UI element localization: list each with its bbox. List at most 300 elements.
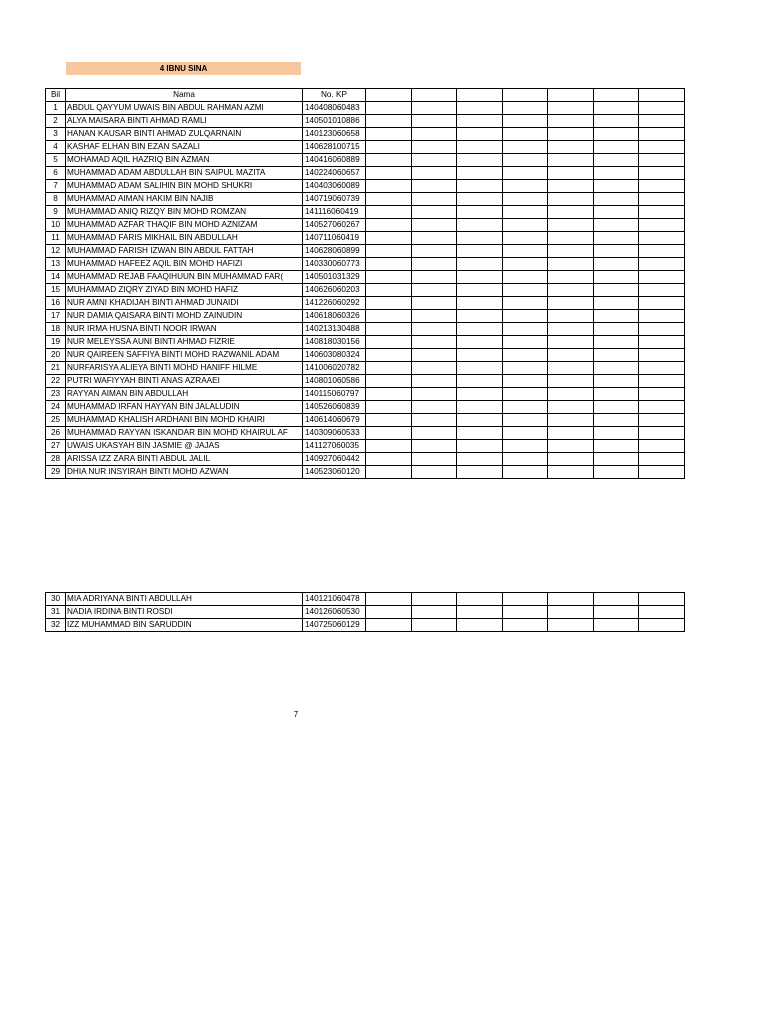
row-blank-cell: [457, 466, 503, 479]
row-blank-cell: [594, 297, 639, 310]
row-blank-cell: [503, 167, 548, 180]
row-blank-cell: [548, 141, 594, 154]
row-blank-cell: [594, 619, 639, 632]
row-nama-cell: NADIA IRDINA BINTI ROSDI: [66, 606, 303, 619]
row-blank-cell: [503, 206, 548, 219]
row-bil-cell: 26: [46, 427, 66, 440]
row-blank-cell: [457, 180, 503, 193]
row-bil-cell: 23: [46, 388, 66, 401]
row-blank-cell: [639, 284, 685, 297]
row-kp-cell: 140330060773: [303, 258, 366, 271]
row-bil-cell: 25: [46, 414, 66, 427]
row-blank-cell: [457, 193, 503, 206]
table-row: [46, 362, 685, 375]
row-blank-cell: [639, 128, 685, 141]
row-blank-cell: [594, 154, 639, 167]
row-blank-cell: [639, 593, 685, 606]
row-blank-cell: [503, 349, 548, 362]
row-nama-cell: UWAIS UKASYAH BIN JASMIE @ JAJAS: [66, 440, 303, 453]
student-table-continued: [45, 592, 685, 632]
row-blank-cell: [503, 232, 548, 245]
row-blank-cell: [594, 180, 639, 193]
row-blank-cell: [412, 440, 457, 453]
row-blank-cell: [503, 180, 548, 193]
row-blank-cell: [639, 219, 685, 232]
row-nama-cell: MUHAMMAD RAYYAN ISKANDAR BIN MOHD KHAIRUL AF: [66, 427, 303, 440]
row-blank-cell: [639, 388, 685, 401]
row-blank-cell: [412, 219, 457, 232]
row-blank-cell: [412, 115, 457, 128]
table-row: [46, 141, 685, 154]
row-blank-cell: [412, 258, 457, 271]
row-nama-cell: MUHAMMAD ANIQ RIZQY BIN MOHD ROMZAN: [66, 206, 303, 219]
row-kp-cell: 140123060658: [303, 128, 366, 141]
header-blank: [503, 89, 548, 102]
row-kp-cell: 140121060478: [303, 593, 366, 606]
row-blank-cell: [548, 401, 594, 414]
row-blank-cell: [503, 466, 548, 479]
row-blank-cell: [457, 128, 503, 141]
table-row: [46, 310, 685, 323]
row-bil-cell: 8: [46, 193, 66, 206]
row-blank-cell: [594, 323, 639, 336]
row-blank-cell: [366, 349, 412, 362]
table-row: [46, 453, 685, 466]
row-blank-cell: [639, 141, 685, 154]
row-nama-cell: MOHAMAD AQIL HAZRIQ BIN AZMAN: [66, 154, 303, 167]
row-bil-cell: 30: [46, 593, 66, 606]
row-blank-cell: [594, 440, 639, 453]
row-blank-cell: [639, 427, 685, 440]
row-blank-cell: [366, 232, 412, 245]
row-blank-cell: [457, 245, 503, 258]
row-kp-cell: 140526060839: [303, 401, 366, 414]
row-bil-cell: 31: [46, 606, 66, 619]
row-blank-cell: [366, 102, 412, 115]
row-nama-cell: ARISSA IZZ ZARA BINTI ABDUL JALIL: [66, 453, 303, 466]
table-row: [46, 115, 685, 128]
header-blank: [639, 89, 685, 102]
row-nama-cell: ABDUL QAYYUM UWAIS BIN ABDUL RAHMAN AZMI: [66, 102, 303, 115]
row-blank-cell: [594, 336, 639, 349]
row-bil-cell: 16: [46, 297, 66, 310]
row-blank-cell: [366, 167, 412, 180]
row-blank-cell: [366, 375, 412, 388]
row-kp-cell: 141127060035: [303, 440, 366, 453]
row-blank-cell: [412, 193, 457, 206]
row-blank-cell: [548, 284, 594, 297]
row-nama-cell: NURFARISYA ALIEYA BINTI MOHD HANIFF HILME: [66, 362, 303, 375]
table-row: [46, 606, 685, 619]
row-blank-cell: [503, 258, 548, 271]
table-row: [46, 102, 685, 115]
header-blank: [457, 89, 503, 102]
table-row: [46, 245, 685, 258]
row-kp-cell: 140408060483: [303, 102, 366, 115]
row-bil-cell: 22: [46, 375, 66, 388]
row-bil-cell: 2: [46, 115, 66, 128]
row-blank-cell: [548, 619, 594, 632]
row-blank-cell: [366, 362, 412, 375]
row-blank-cell: [457, 401, 503, 414]
row-blank-cell: [457, 141, 503, 154]
header-nama: Nama: [66, 89, 303, 102]
row-blank-cell: [548, 323, 594, 336]
row-kp-cell: 140224060657: [303, 167, 366, 180]
row-blank-cell: [366, 466, 412, 479]
row-kp-cell: 141226060292: [303, 297, 366, 310]
row-nama-cell: MUHAMMAD REJAB FAAQIHUUN BIN MUHAMMAD FAR(: [66, 271, 303, 284]
row-kp-cell: 140309060533: [303, 427, 366, 440]
row-blank-cell: [594, 271, 639, 284]
row-blank-cell: [594, 258, 639, 271]
row-blank-cell: [412, 593, 457, 606]
table-row: [46, 258, 685, 271]
row-kp-cell: 140711060419: [303, 232, 366, 245]
row-blank-cell: [594, 453, 639, 466]
row-nama-cell: MUHAMMAD ADAM ABDULLAH BIN SAIPUL MAZITA: [66, 167, 303, 180]
row-blank-cell: [412, 323, 457, 336]
row-blank-cell: [548, 593, 594, 606]
row-blank-cell: [548, 606, 594, 619]
row-blank-cell: [457, 375, 503, 388]
header-blank: [548, 89, 594, 102]
row-blank-cell: [594, 193, 639, 206]
row-blank-cell: [503, 401, 548, 414]
row-kp-cell: 140927060442: [303, 453, 366, 466]
row-blank-cell: [503, 115, 548, 128]
row-blank-cell: [503, 388, 548, 401]
row-blank-cell: [594, 284, 639, 297]
table-row: [46, 440, 685, 453]
row-blank-cell: [412, 102, 457, 115]
row-blank-cell: [594, 310, 639, 323]
row-blank-cell: [503, 297, 548, 310]
row-nama-cell: DHIA NUR INSYIRAH BINTI MOHD AZWAN: [66, 466, 303, 479]
row-blank-cell: [457, 427, 503, 440]
row-blank-cell: [457, 606, 503, 619]
row-bil-cell: 14: [46, 271, 66, 284]
table-row: [46, 466, 685, 479]
header-blank: [412, 89, 457, 102]
row-kp-cell: 140603080324: [303, 349, 366, 362]
row-blank-cell: [366, 297, 412, 310]
row-blank-cell: [639, 310, 685, 323]
row-blank-cell: [366, 219, 412, 232]
row-blank-cell: [412, 606, 457, 619]
row-blank-cell: [366, 606, 412, 619]
row-blank-cell: [457, 453, 503, 466]
row-blank-cell: [412, 271, 457, 284]
row-blank-cell: [548, 349, 594, 362]
row-bil-cell: 4: [46, 141, 66, 154]
row-nama-cell: MUHAMMAD AIMAN HAKIM BIN NAJIB: [66, 193, 303, 206]
row-blank-cell: [457, 206, 503, 219]
row-blank-cell: [457, 271, 503, 284]
row-blank-cell: [594, 102, 639, 115]
row-blank-cell: [366, 206, 412, 219]
row-blank-cell: [594, 362, 639, 375]
row-blank-cell: [548, 206, 594, 219]
row-blank-cell: [366, 128, 412, 141]
row-blank-cell: [366, 414, 412, 427]
row-blank-cell: [503, 193, 548, 206]
row-blank-cell: [548, 336, 594, 349]
row-blank-cell: [503, 323, 548, 336]
page-number: 7: [293, 710, 299, 719]
row-blank-cell: [594, 232, 639, 245]
row-nama-cell: NUR DAMIA QAISARA BINTI MOHD ZAINUDIN: [66, 310, 303, 323]
row-blank-cell: [366, 245, 412, 258]
row-blank-cell: [412, 619, 457, 632]
row-blank-cell: [503, 245, 548, 258]
table-row: [46, 336, 685, 349]
row-bil-cell: 10: [46, 219, 66, 232]
row-nama-cell: PUTRI WAFIYYAH BINTI ANAS AZRAAEI: [66, 375, 303, 388]
row-bil-cell: 17: [46, 310, 66, 323]
row-nama-cell: MUHAMMAD AZFAR THAQIF BIN MOHD AZNIZAM: [66, 219, 303, 232]
row-blank-cell: [366, 180, 412, 193]
row-bil-cell: 29: [46, 466, 66, 479]
row-blank-cell: [639, 232, 685, 245]
row-blank-cell: [412, 154, 457, 167]
row-blank-cell: [639, 414, 685, 427]
row-blank-cell: [639, 606, 685, 619]
row-nama-cell: IZZ MUHAMMAD BIN SARUDDIN: [66, 619, 303, 632]
row-blank-cell: [412, 206, 457, 219]
row-blank-cell: [457, 284, 503, 297]
row-blank-cell: [548, 297, 594, 310]
table-row: [46, 193, 685, 206]
row-blank-cell: [548, 466, 594, 479]
row-blank-cell: [548, 219, 594, 232]
row-bil-cell: 32: [46, 619, 66, 632]
row-bil-cell: 12: [46, 245, 66, 258]
table-row: [46, 401, 685, 414]
row-blank-cell: [594, 414, 639, 427]
row-blank-cell: [412, 375, 457, 388]
row-kp-cell: 140213130488: [303, 323, 366, 336]
table-row: [46, 619, 685, 632]
row-blank-cell: [594, 219, 639, 232]
row-nama-cell: MUHAMMAD IRFAN HAYYAN BIN JALALUDIN: [66, 401, 303, 414]
row-blank-cell: [366, 401, 412, 414]
row-blank-cell: [412, 297, 457, 310]
row-blank-cell: [366, 336, 412, 349]
row-blank-cell: [503, 606, 548, 619]
row-blank-cell: [503, 154, 548, 167]
row-blank-cell: [457, 310, 503, 323]
row-bil-cell: 24: [46, 401, 66, 414]
row-blank-cell: [366, 310, 412, 323]
row-blank-cell: [366, 323, 412, 336]
row-nama-cell: MIA ADRIYANA BINTI ABDULLAH: [66, 593, 303, 606]
table-row: [46, 414, 685, 427]
row-bil-cell: 1: [46, 102, 66, 115]
row-bil-cell: 28: [46, 453, 66, 466]
row-blank-cell: [503, 128, 548, 141]
row-blank-cell: [366, 388, 412, 401]
row-blank-cell: [457, 219, 503, 232]
row-nama-cell: ALYA MAISARA BINTI AHMAD RAMLI: [66, 115, 303, 128]
row-blank-cell: [503, 102, 548, 115]
row-bil-cell: 20: [46, 349, 66, 362]
row-blank-cell: [412, 141, 457, 154]
row-blank-cell: [639, 258, 685, 271]
row-blank-cell: [594, 606, 639, 619]
row-blank-cell: [412, 245, 457, 258]
row-nama-cell: NUR AMNI KHADIJAH BINTI AHMAD JUNAIDI: [66, 297, 303, 310]
row-blank-cell: [457, 336, 503, 349]
row-bil-cell: 7: [46, 180, 66, 193]
row-blank-cell: [548, 258, 594, 271]
row-kp-cell: 141116060419: [303, 206, 366, 219]
row-nama-cell: MUHAMMAD HAFEEZ AQIL BIN MOHD HAFIZI: [66, 258, 303, 271]
row-blank-cell: [412, 336, 457, 349]
row-blank-cell: [548, 427, 594, 440]
row-bil-cell: 19: [46, 336, 66, 349]
row-blank-cell: [639, 102, 685, 115]
row-blank-cell: [639, 154, 685, 167]
row-blank-cell: [412, 427, 457, 440]
row-blank-cell: [639, 193, 685, 206]
row-bil-cell: 5: [46, 154, 66, 167]
row-blank-cell: [503, 271, 548, 284]
row-blank-cell: [503, 414, 548, 427]
row-blank-cell: [412, 180, 457, 193]
row-kp-cell: 140614060679: [303, 414, 366, 427]
row-blank-cell: [366, 115, 412, 128]
row-blank-cell: [639, 167, 685, 180]
row-blank-cell: [639, 375, 685, 388]
row-blank-cell: [503, 440, 548, 453]
row-blank-cell: [639, 271, 685, 284]
row-blank-cell: [548, 414, 594, 427]
row-blank-cell: [594, 388, 639, 401]
row-blank-cell: [548, 154, 594, 167]
row-blank-cell: [503, 336, 548, 349]
row-blank-cell: [548, 440, 594, 453]
row-blank-cell: [594, 427, 639, 440]
row-kp-cell: 140801060586: [303, 375, 366, 388]
row-blank-cell: [548, 115, 594, 128]
row-blank-cell: [639, 115, 685, 128]
row-blank-cell: [639, 323, 685, 336]
row-blank-cell: [639, 180, 685, 193]
student-table: [45, 88, 685, 479]
row-blank-cell: [366, 427, 412, 440]
student-table-continued-body: [46, 593, 685, 632]
row-blank-cell: [639, 401, 685, 414]
row-kp-cell: 140115060797: [303, 388, 366, 401]
row-kp-cell: 140628100715: [303, 141, 366, 154]
row-blank-cell: [412, 401, 457, 414]
row-blank-cell: [594, 593, 639, 606]
row-blank-cell: [457, 102, 503, 115]
row-blank-cell: [548, 245, 594, 258]
row-blank-cell: [412, 232, 457, 245]
row-nama-cell: RAYYAN AIMAN BIN ABDULLAH: [66, 388, 303, 401]
table-header-row: [46, 89, 685, 102]
row-blank-cell: [503, 310, 548, 323]
row-blank-cell: [503, 219, 548, 232]
row-bil-cell: 15: [46, 284, 66, 297]
row-blank-cell: [594, 466, 639, 479]
row-blank-cell: [366, 284, 412, 297]
row-nama-cell: NUR QAIREEN SAFFIYA BINTI MOHD RAZWANIL ADAM: [66, 349, 303, 362]
row-blank-cell: [366, 593, 412, 606]
row-nama-cell: MUHAMMAD FARISH IZWAN BIN ABDUL FATTAH: [66, 245, 303, 258]
row-blank-cell: [594, 375, 639, 388]
row-blank-cell: [457, 258, 503, 271]
row-kp-cell: 140126060530: [303, 606, 366, 619]
row-blank-cell: [457, 440, 503, 453]
header-blank: [594, 89, 639, 102]
row-nama-cell: NUR IRMA HUSNA BINTI NOOR IRWAN: [66, 323, 303, 336]
row-blank-cell: [548, 193, 594, 206]
row-blank-cell: [412, 349, 457, 362]
row-blank-cell: [457, 167, 503, 180]
row-blank-cell: [594, 245, 639, 258]
table-row: [46, 271, 685, 284]
table-row: [46, 167, 685, 180]
row-blank-cell: [503, 375, 548, 388]
row-nama-cell: MUHAMMAD FARIS MIKHAIL BIN ABDULLAH: [66, 232, 303, 245]
table-row: [46, 593, 685, 606]
row-blank-cell: [457, 362, 503, 375]
header-kp: No. KP: [303, 89, 366, 102]
table-row: [46, 206, 685, 219]
row-blank-cell: [366, 453, 412, 466]
row-kp-cell: 140527060267: [303, 219, 366, 232]
row-bil-cell: 11: [46, 232, 66, 245]
row-blank-cell: [457, 349, 503, 362]
row-blank-cell: [503, 362, 548, 375]
row-blank-cell: [639, 440, 685, 453]
student-table-body: [46, 102, 685, 479]
row-blank-cell: [548, 375, 594, 388]
row-blank-cell: [503, 593, 548, 606]
row-blank-cell: [457, 593, 503, 606]
row-blank-cell: [457, 115, 503, 128]
table-row: [46, 180, 685, 193]
row-blank-cell: [548, 362, 594, 375]
row-kp-cell: 140818030156: [303, 336, 366, 349]
row-nama-cell: HANAN KAUSAR BINTI AHMAD ZULQARNAIN: [66, 128, 303, 141]
row-blank-cell: [412, 453, 457, 466]
row-bil-cell: 6: [46, 167, 66, 180]
row-blank-cell: [548, 167, 594, 180]
row-blank-cell: [366, 258, 412, 271]
row-blank-cell: [366, 440, 412, 453]
row-blank-cell: [639, 466, 685, 479]
row-blank-cell: [366, 141, 412, 154]
row-blank-cell: [503, 284, 548, 297]
row-nama-cell: MUHAMMAD KHALISH ARDHANI BIN MOHD KHAIRI: [66, 414, 303, 427]
row-bil-cell: 27: [46, 440, 66, 453]
row-blank-cell: [594, 128, 639, 141]
row-kp-cell: 140416060889: [303, 154, 366, 167]
row-kp-cell: 140628060899: [303, 245, 366, 258]
row-blank-cell: [457, 297, 503, 310]
row-blank-cell: [594, 349, 639, 362]
row-blank-cell: [639, 245, 685, 258]
row-kp-cell: 140618060326: [303, 310, 366, 323]
row-kp-cell: 140501031329: [303, 271, 366, 284]
row-blank-cell: [366, 271, 412, 284]
row-blank-cell: [639, 349, 685, 362]
row-kp-cell: 140501010886: [303, 115, 366, 128]
